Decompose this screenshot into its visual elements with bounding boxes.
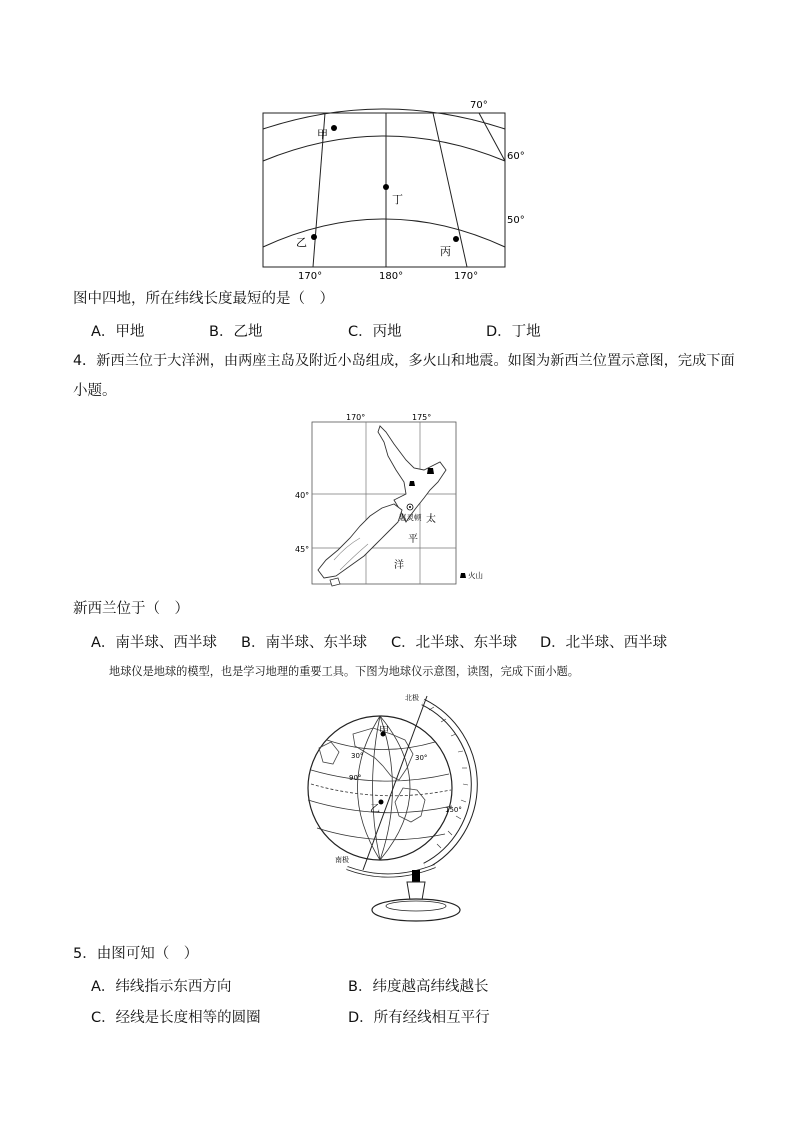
- lat-label-45: 45°: [295, 545, 310, 554]
- label-jia: 甲: [379, 726, 389, 737]
- q4-option-b[interactable]: B．南半球、东半球: [241, 635, 367, 651]
- label-ding: 丁: [392, 193, 403, 206]
- lat-label-60: 60°: [507, 151, 525, 162]
- q4-option-a[interactable]: A．南半球、西半球: [91, 635, 217, 651]
- label-jia: 甲: [317, 128, 328, 141]
- south-island: [318, 504, 402, 578]
- q4-intro-line1: 4．新西兰位于大洋洲，由两座主岛及附近小岛组成，多火山和地震。如图为新西兰位置示意图，完成下面: [73, 353, 735, 369]
- deg-label: 30°: [415, 754, 428, 762]
- q3-option-b[interactable]: B．乙地: [209, 324, 263, 340]
- point-yi: [311, 234, 317, 240]
- q4-option-d[interactable]: D．北半球、西半球: [540, 635, 668, 651]
- lat-label-70: 70°: [470, 100, 488, 111]
- lon-label-180: 180°: [379, 271, 404, 282]
- point-jia: [331, 125, 337, 131]
- lon-label-170e: 170°: [454, 271, 479, 282]
- globe-intro: 地球仪是地球的模型，也是学习地理的重要工具。下图为地球仪示意图，读图，完成下面小题。: [109, 665, 579, 678]
- city-label: 惠灵顿: [399, 513, 422, 522]
- lon-label-170w: 170°: [298, 271, 323, 282]
- q5-option-c[interactable]: C．经线是长度相等的圆圈: [91, 1010, 261, 1026]
- ocean-label-tai: 太: [426, 514, 436, 525]
- label-bing: 丙: [440, 245, 451, 258]
- q3-stem: 图中四地，所在纬线长度最短的是（ ）: [73, 291, 334, 307]
- label-yi: 乙: [296, 236, 307, 249]
- point-ding: [383, 184, 389, 190]
- south-pole-label: 南极: [335, 856, 349, 864]
- label-yi: 乙: [370, 804, 380, 815]
- q3-option-a[interactable]: A．甲地: [91, 324, 145, 340]
- globe-stand-base: [372, 899, 460, 921]
- volcano-icon: [409, 481, 415, 486]
- lon-label-170: 170°: [346, 413, 366, 422]
- north-pole-label: 北极: [405, 694, 419, 702]
- volcano-icon: [427, 468, 434, 474]
- deg-label: 150°: [445, 806, 462, 814]
- lat-label-50: 50°: [507, 215, 525, 226]
- lon-label-175: 175°: [412, 413, 432, 422]
- deg-label: 30°: [351, 752, 364, 760]
- globe-sphere: [308, 716, 452, 860]
- q4-option-c[interactable]: C．北半球、东半球: [391, 635, 518, 651]
- q4-intro-line2: 小题。: [73, 383, 117, 399]
- ocean-label-yang: 洋: [394, 560, 404, 571]
- q3-option-c[interactable]: C．丙地: [348, 324, 402, 340]
- q5-option-d[interactable]: D．所有经线相互平行: [348, 1010, 490, 1026]
- deg-label: 90°: [349, 774, 362, 782]
- q5-stem: 5．由图可知（ ）: [73, 946, 199, 962]
- q3-option-d[interactable]: D．丁地: [486, 324, 541, 340]
- q4-stem: 新西兰位于（ ）: [73, 601, 189, 617]
- legend-volcano-icon: [460, 573, 466, 578]
- ocean-label-ping: 平: [408, 534, 418, 545]
- point-bing: [453, 236, 459, 242]
- q5-option-a[interactable]: A．纬线指示东西方向: [91, 979, 232, 995]
- legend-label: 火山: [468, 571, 483, 580]
- new-zealand-map: [290, 410, 500, 590]
- globe-figure: [295, 688, 505, 933]
- q5-option-b[interactable]: B．纬度越高纬线越长: [348, 979, 489, 995]
- stewart-island: [330, 578, 340, 586]
- latlon-grid-figure: [255, 95, 535, 285]
- lat-label-40: 40°: [295, 491, 310, 500]
